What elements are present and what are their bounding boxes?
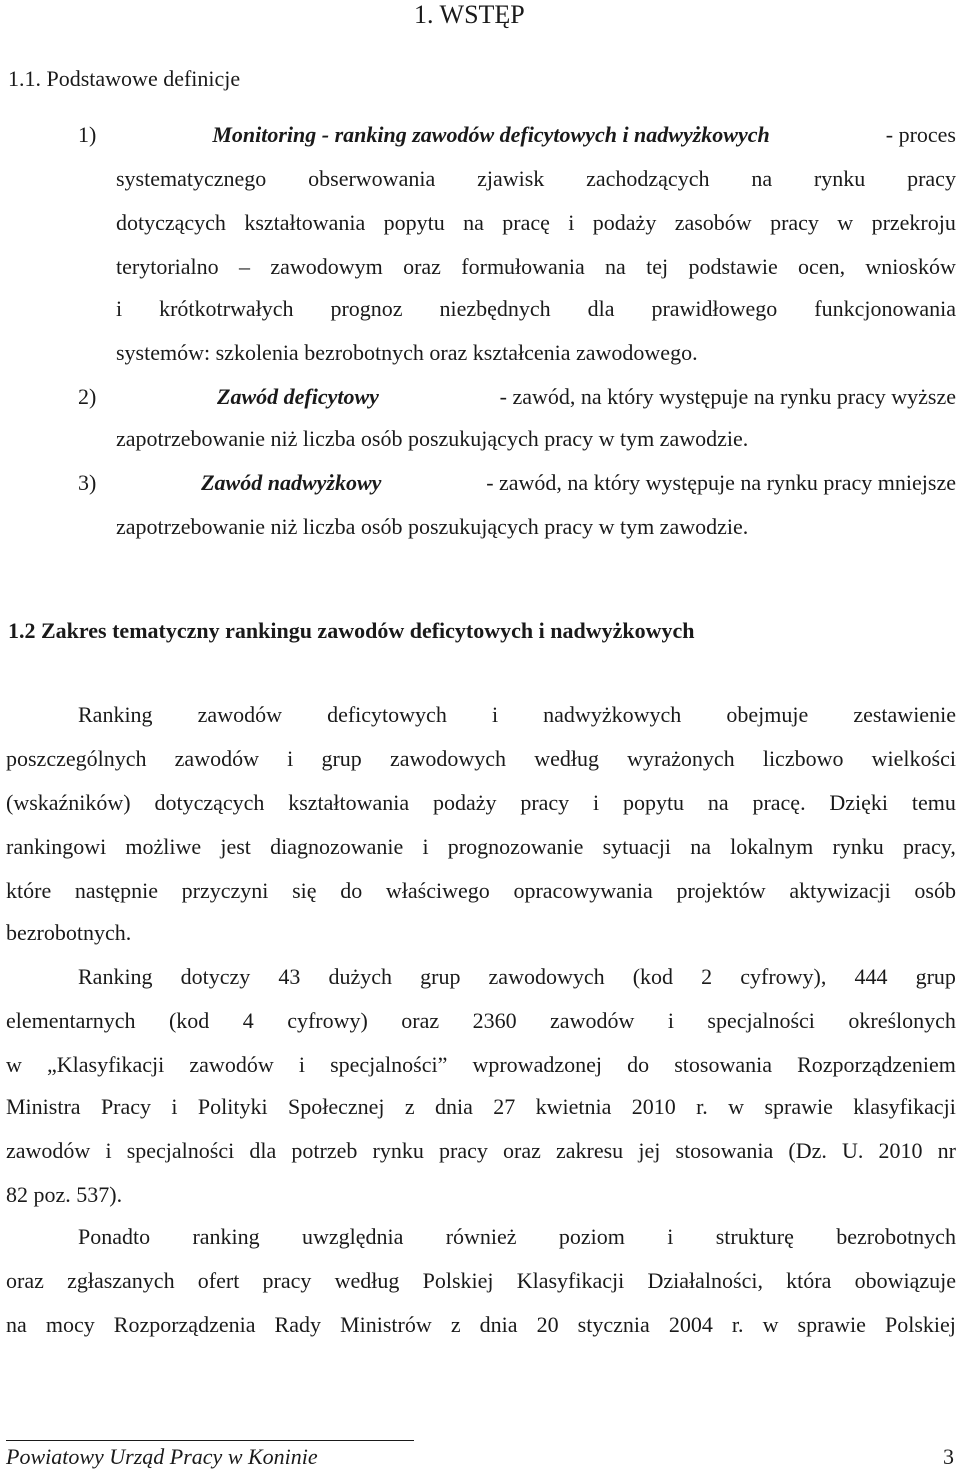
body-line: rankingowi możliwe jest diagnozowanie i prognozowanie sytuacji na lokalnym rynku pracy, xyxy=(6,834,956,859)
definition-1-line: dotyczących kształtowania popytu na pracę i podaży zasobów pracy w przekroju xyxy=(116,210,956,235)
definition-3-line-2: zapotrzebowanie niż liczba osób poszukujących pracy w tym zawodzie. xyxy=(116,514,749,539)
definition-2-number: 2) xyxy=(78,384,97,409)
section-heading-definitions: 1.1. Podstawowe definicje xyxy=(8,66,241,91)
definition-2-line-2: zapotrzebowanie niż liczba osób poszukujących pracy w tym zawodzie. xyxy=(116,426,749,451)
definition-3-line-1 xyxy=(78,472,956,494)
body-line: bezrobotnych. xyxy=(6,920,132,945)
body-line: w „Klasyfikacji zawodów i specjalności” wprowadzonej do stosowania Rozporządzeniem xyxy=(6,1052,956,1077)
body-line: które następnie przyczyni się do właściwego opracowywania projektów aktywizacji osób xyxy=(6,878,956,903)
page-number: 3 xyxy=(943,1444,954,1469)
definition-1-rest: - proces xyxy=(885,122,956,147)
body-line: oraz zgłaszanych ofert pracy według Polskiej Klasyfikacji Działalności, która obowiązuje xyxy=(6,1268,956,1293)
definition-2-term: Zawód deficytowy xyxy=(217,384,379,409)
body-line: na mocy Rozporządzenia Rady Ministrów z dnia 20 stycznia 2004 r. w sprawie Polskiej xyxy=(6,1312,956,1337)
definition-2-rest: - zawód, na który występuje na rynku pracy wyższe xyxy=(499,384,956,409)
body-line: 82 poz. 537). xyxy=(6,1182,123,1207)
body-line: Ponadto ranking uwzględnia również poziom i strukturę bezrobotnych xyxy=(78,1224,956,1249)
definition-1-line-1 xyxy=(78,124,956,146)
definition-1-term: Monitoring - ranking zawodów deficytowych i nadwyżkowych xyxy=(212,122,770,147)
footer-divider xyxy=(6,1440,414,1441)
section-heading-scope: 1.2 Zakres tematyczny rankingu zawodów deficytowych i nadwyżkowych xyxy=(8,618,695,643)
definition-3-term: Zawód nadwyżkowy xyxy=(201,470,382,495)
body-line: Ranking zawodów deficytowych i nadwyżkowych obejmuje zestawienie xyxy=(78,702,956,727)
definition-1-number: 1) xyxy=(78,122,97,147)
body-line: (wskaźników) dotyczących kształtowania podaży pracy i popytu na pracę. Dzięki temu xyxy=(6,790,956,815)
body-line: poszczególnych zawodów i grup zawodowych według wyrażonych liczbowo wielkości xyxy=(6,746,956,771)
body-line: Ministra Pracy i Polityki Społecznej z dnia 27 kwietnia 2010 r. w sprawie klasyfikacji xyxy=(6,1094,956,1119)
definition-3-number: 3) xyxy=(78,470,97,495)
body-line: Ranking dotyczy 43 dużych grup zawodowych (kod 2 cyfrowy), 444 grup xyxy=(78,964,956,989)
body-line: elementarnych (kod 4 cyfrowy) oraz 2360 zawodów i specjalności określonych xyxy=(6,1008,956,1033)
definition-1-line: systemów: szkolenia bezrobotnych oraz kształcenia zawodowego. xyxy=(116,340,698,365)
chapter-heading: 1. WSTĘP xyxy=(414,0,525,29)
definition-1-line: terytorialno – zawodowym oraz formułowania na tej podstawie ocen, wniosków xyxy=(116,254,956,279)
footer-office-name: Powiatowy Urząd Pracy w Koninie xyxy=(6,1444,318,1469)
definition-1-line: i krótkotrwałych prognoz niezbędnych dla prawidłowego funkcjonowania xyxy=(116,296,956,321)
definition-3-rest: - zawód, na który występuje na rynku pracy mniejsze xyxy=(486,470,956,495)
definition-1-line: systematycznego obserwowania zjawisk zachodzących na rynku pracy xyxy=(116,166,956,191)
definition-2-line-1 xyxy=(78,386,956,408)
body-line: zawodów i specjalności dla potrzeb rynku pracy oraz zakresu jej stosowania (Dz. U. 2010 nr xyxy=(6,1138,956,1163)
